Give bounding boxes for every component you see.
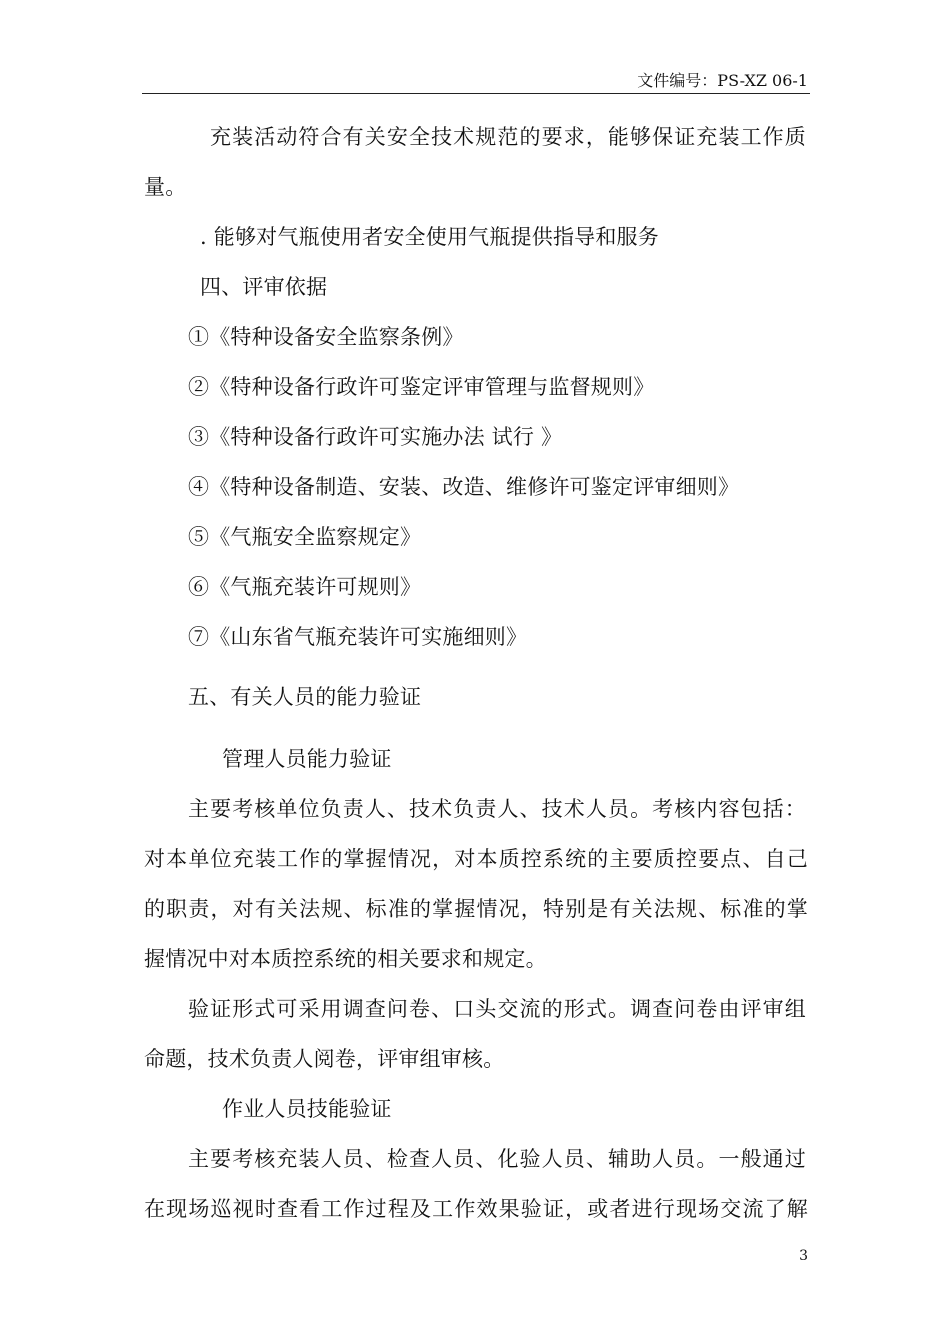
subsection-heading: 作业人员技能验证	[222, 1097, 392, 1121]
section-heading: 五、有关人员的能力验证	[188, 685, 422, 709]
subsection-heading: 管理人员能力验证	[222, 747, 392, 771]
body-line: . 能够对气瓶使用者安全使用气瓶提供指导和服务	[200, 225, 659, 249]
basis-item: ⑤《气瓶安全监察规定》	[188, 525, 422, 549]
section-heading: 四、评审依据	[200, 275, 328, 299]
body-line: 握情况中对本质控系统的相关要求和规定。	[144, 947, 547, 971]
basis-item: ①《特种设备安全监察条例》	[188, 325, 464, 349]
body-line: 在现场巡视时查看工作过程及工作效果验证，或者进行现场交流了解	[144, 1197, 808, 1221]
page-number: 3	[799, 1248, 808, 1264]
body-line: 命题，技术负责人阅卷，评审组审核。	[144, 1047, 505, 1071]
body-line: 的职责，对有关法规、标准的掌握情况，特别是有关法规、标准的掌	[144, 897, 808, 921]
header-rule	[142, 93, 810, 94]
body-line: 验证形式可采用调查问卷、口头交流的形式。调查问卷由评审组	[188, 997, 806, 1021]
document-code: 文件编号：PS-XZ 06-1	[637, 71, 808, 90]
body-line: 主要考核单位负责人、技术负责人、技术人员。考核内容包括：	[188, 797, 806, 821]
basis-item: ②《特种设备行政许可鉴定评审管理与监督规则》	[188, 375, 655, 399]
basis-item: ③《特种设备行政许可实施办法 试行 》	[188, 425, 563, 449]
body-line: 充装活动符合有关安全技术规范的要求，能够保证充装工作质	[210, 125, 806, 149]
basis-item: ⑥《气瓶充装许可规则》	[188, 575, 422, 599]
body-line: 主要考核充装人员、检查人员、化验人员、辅助人员。一般通过	[188, 1147, 806, 1171]
basis-item: ④《特种设备制造、安装、改造、维修许可鉴定评审细则》	[188, 475, 740, 499]
basis-item: ⑦《山东省气瓶充装许可实施细则》	[188, 625, 528, 649]
body-line: 对本单位充装工作的掌握情况，对本质控系统的主要质控要点、自己	[144, 847, 808, 871]
body-line: 量。	[144, 175, 187, 199]
